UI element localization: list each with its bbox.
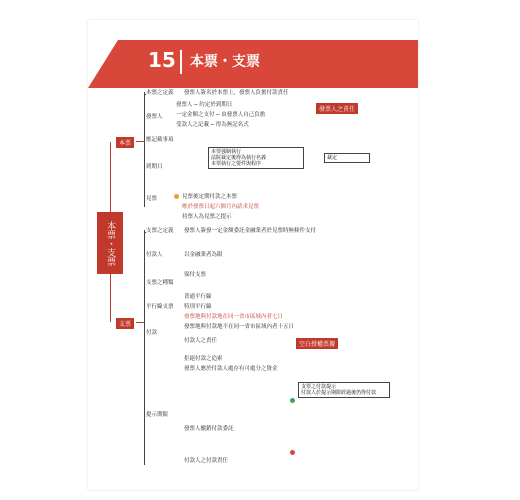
c-green-dot (290, 398, 295, 403)
c-n12: 付款人於提示期限經過後仍得付款 (301, 390, 377, 396)
branch-promissory: 本票 (116, 137, 134, 148)
c-n10: 發票人應於付款人處存有可處分之資金 (184, 366, 278, 372)
p-maker: 發票人 (146, 114, 163, 120)
p-n9: 應於發票日起六個月內請求見票 (182, 204, 260, 210)
c-n7: 發票地與付款地不在同一省市區域內者十五日 (184, 324, 295, 330)
p-n8: 見票後定期付款之本票 (182, 194, 238, 200)
p-n3: 一定金額之支付 ─ 由發票人自己負擔 (176, 112, 266, 118)
p-n4: 受款人之記載 ─ 得為無記名式 (176, 122, 249, 128)
p-definition: 本票之定義 (146, 90, 174, 96)
branch-check: 支票 (116, 318, 134, 329)
chapter-title: 本票・支票 (190, 54, 260, 70)
c-n5: 特別平行線 (184, 304, 212, 310)
p-court-box (208, 147, 304, 169)
p-guarantee: 見票 (146, 196, 158, 202)
root-connector-top (110, 142, 111, 212)
tick-2 (144, 232, 146, 233)
c-crossing: 平行線支票 (146, 304, 174, 310)
branch-check-line (136, 322, 144, 323)
c-drawee: 付款人 (146, 252, 163, 258)
tick-1 (144, 94, 146, 95)
c-detail-box (298, 382, 390, 398)
c-red-tag: 空白授權票據 (296, 338, 338, 349)
p-n5: 本票強制執行 (211, 149, 242, 155)
p-n2: 發票人 ─ 約定於到期日 (176, 102, 233, 108)
p-court-ruling: 裁定 (327, 155, 338, 161)
p-requisites: 應記載事項 (146, 137, 174, 143)
title-divider (180, 50, 182, 74)
c-types: 支票之種類 (146, 280, 174, 286)
root-connector-bottom (110, 274, 111, 322)
p-n1: 發票人簽名於本票上，發票人負擔付款責任 (184, 90, 289, 96)
p-red-tag: 發票人之責任 (316, 103, 358, 114)
c-payment: 付款 (146, 330, 158, 336)
promissory-spine (144, 92, 145, 207)
c-n14: 付款人之付款責任 (184, 458, 229, 464)
c-n11: 支票之付款提示 (301, 384, 337, 390)
c-limit: 提示期限 (146, 412, 169, 418)
chapter-number: 15 (148, 48, 176, 72)
c-n6: 發票地與付款地在同一省市區域內者七日 (184, 314, 284, 320)
p-maturity: 到期日 (146, 164, 163, 170)
root-node: 本票・支票 (97, 212, 123, 274)
c-n8: 付款人之責任 (184, 338, 218, 344)
c-n2: 以金融業者為限 (184, 252, 223, 258)
p-orange-dot (174, 194, 179, 199)
p-n10: 持票人為見票之提示 (182, 214, 232, 220)
c-n9: 拒絕付款之追索 (184, 356, 223, 362)
c-red-dot (290, 450, 295, 455)
p-side-box (324, 153, 370, 163)
check-spine (144, 230, 145, 465)
branch-promissory-line (136, 141, 144, 142)
mindmap-page (88, 20, 418, 490)
p-n7: 本票執行之要件與程序 (211, 161, 262, 167)
c-n13: 發票人撤銷付款委託 (184, 426, 234, 432)
c-n4: 普通平行線 (184, 294, 212, 300)
c-definition: 支票之定義 (146, 228, 174, 234)
p-n6: 法院裁定後得為執行名義 (211, 155, 267, 161)
c-n3: 保付支票 (184, 272, 207, 278)
c-n1: 發票人簽發一定金額委託金融業者於見票時無條件支付 (184, 228, 317, 234)
